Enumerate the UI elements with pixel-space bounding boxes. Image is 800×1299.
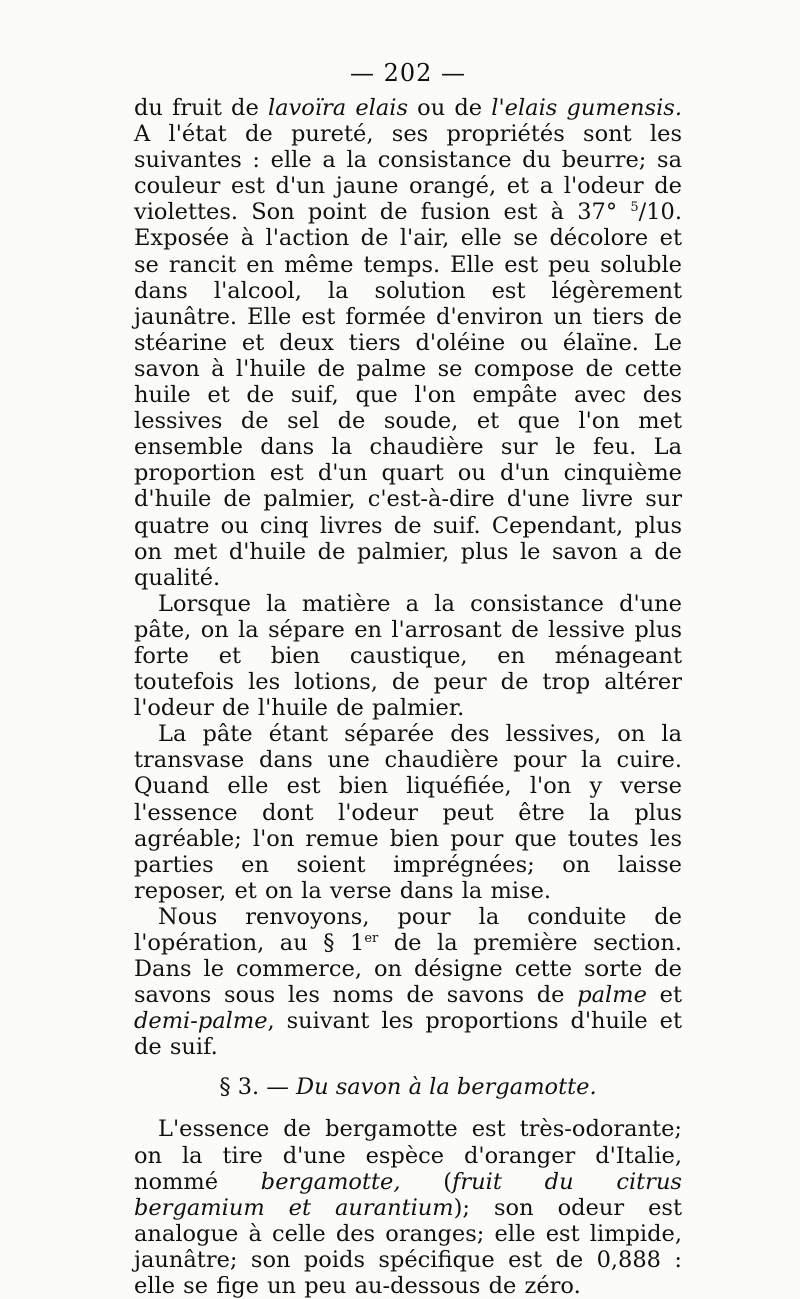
italic-text: palme [577,982,647,1009]
paragraph-commerce [134,904,682,1061]
text-run: Lorsque la matière a la consistance d'une pâte, on la sépare en l'arrosant de lessive plus forte et bien caustique, en ménageant toutefois les lotions, de peur de trop altérer l'odeur de l'huile de palmier. [134,590,682,722]
text-run: de la première section. Dans le commerce, on désigne cette sorte de savons sous les noms de savons de [134,930,682,1009]
text-run: ( [400,1168,453,1195]
text-run: du fruit de [134,95,268,121]
section-title: Du savon à la bergamotte. [296,1074,597,1101]
text-run: , suivant les proportions d'huile et de suif. [134,1008,682,1061]
text-run: L'essence de bergamotte est très-odorante; on la tire d'une espèce d'oranger d'Italie, nommé [134,1116,682,1195]
superscript: er [364,931,379,946]
italic-text: demi-palme [134,1008,268,1035]
italic-text: lavoïra elais [267,95,409,121]
page-number: — 202 — [349,59,467,87]
book-page [134,55,682,1299]
text-run: ); son odeur est analogue à celle des oranges; elle est limpide, jaunâtre; son poids spécifique est de 0,888 : elle se fige un peu au-dessous de zéro. [134,1194,682,1299]
text-run: La pâte étant séparée des lessives, on la transvase dans une chaudière pour la cuire. Quand elle est bien liquéfiée, l'on y verse l'essence dont l'odeur peut être la plus agréable; l'on remue bien pour que toutes les parties en soient imprégnées; on laisse reposer, et on la verse dans la mise. [134,721,682,904]
section-heading [134,1074,682,1100]
paragraph-boiling [134,721,682,904]
text-run: ou de [408,95,492,121]
italic-text: bergamotte, [260,1168,401,1195]
italic-text: fruit du citrus bergamium et aurantium [134,1168,682,1221]
paragraph-palm-oil [134,95,682,591]
superscript: 5 [630,200,639,216]
paragraph-bergamot [134,1116,682,1299]
italic-text: l'elais gumensis. [491,95,682,121]
text-run: et [646,982,683,1009]
section-number: § 3. — [219,1074,289,1101]
text-run: /10. Exposée à l'action de l'air, elle se décolore et se rancit en même temps. Elle est peu soluble dans l'alcool, la solution est légèrement jaunâtre. Elle est formée d'environ un tiers de stéarine et deux tiers d'oléine ou élaïne. Le savon à l'huile de palme se compose de cette huile et de suif, que l'on empâte avec des lessives de sel de soude, et que l'on met ensemble dans la chaudière sur le feu. La proportion est d'un quart ou d'un cinquième d'huile de palmier, c'est-à-dire d'une livre sur quatre ou cinq livres de suif. Cependant, plus on met d'huile de palmier, plus le savon a de qualité. [134,199,682,591]
text-run: A l'état de pureté, ses propriétés sont les suivantes : elle a la consistance du beurre; sa couleur est d'un jaune orangé, et a l'odeur de violettes. Son point de fusion est à 37° [134,121,682,226]
text-run: Nous renvoyons, pour la conduite de l'opération, au § 1 [134,903,682,956]
body-text [134,95,682,1060]
paragraph-separation [134,591,682,721]
